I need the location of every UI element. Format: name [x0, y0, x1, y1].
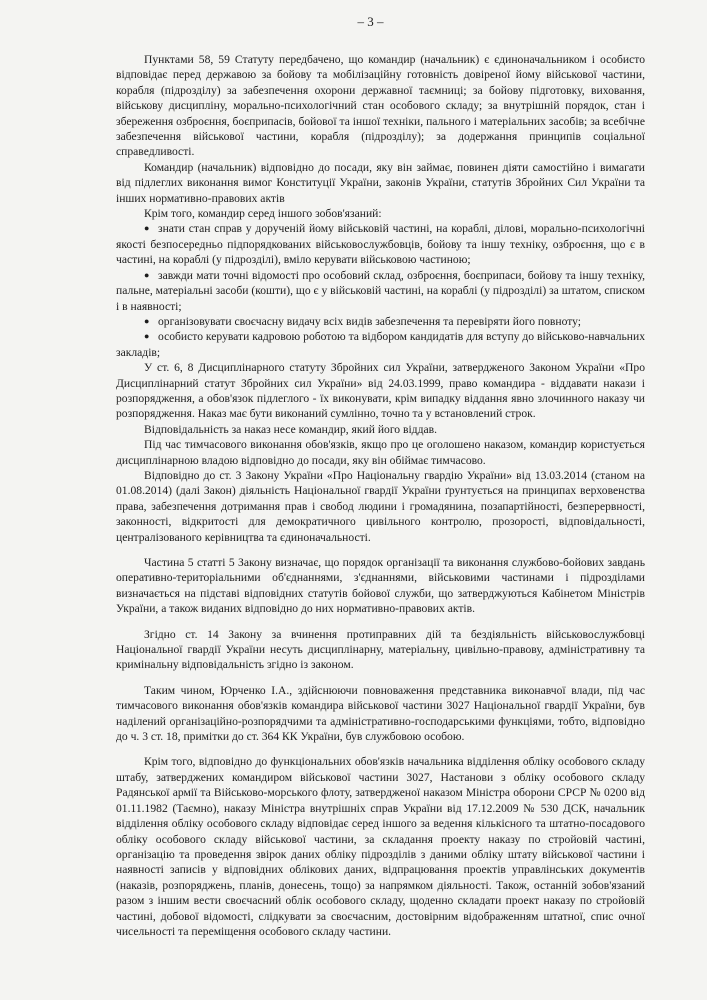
bullet-icon: ●	[144, 223, 150, 234]
paragraph-official-person: Таким чином, Юрченко І.А., здійснюючи повноваження представника виконавчої влади, під час тимчасового виконання обов'язків командира військової частини 3027 Національної гвардії України, був наділений організаційно-розпорядчими та адміністративно-господарськими функціями, тобто, відповідно до ч. 3 ст. 18, примітки до ст. 364 КК України, був службовою особою.	[116, 683, 645, 744]
bullet-icon: ●	[144, 269, 150, 280]
list-item: ● знати стан справ у дорученій йому військовій частині, на кораблі, ділові, морально-психологічні якості безпосередньо підпорядкованих військовослужбовців, бойову та іншу техніку, озброєння, що є в частині, на кораблі (у підрозділі), вміло керувати військовою частиною;	[116, 222, 645, 267]
list-item: ● особисто керувати кадровою роботою та відбором кандидатів для вступу до військово-навчальних закладів;	[116, 330, 645, 359]
page-number: – 3 –	[357, 14, 384, 29]
list-item: ● завжди мати точні відомості про особовий склад, озброєння, боєприпаси, бойову та іншу техніку, пальне, матеріальні засоби (кошти), що є у військовій частині, на кораблі (у підрозділі) за штатом, списком і в наявності;	[116, 268, 645, 313]
paragraph-obligations-intro: Крім того, командир серед іншого зобов'язаний:	[144, 207, 382, 221]
paragraph-order-responsibility: Відповідальність за наказ несе командир, який його віддав.	[144, 422, 437, 436]
paragraph-personnel-accounting: Крім того, відповідно до функціональних обов'язків начальника відділення обліку особового складу штабу, затверджених командиром військової частини 3027, Настанови з обліку особового складу Радянської армії та Військово-морського флоту, затвердженої наказом Міністра оборони СРСР № 0200 від 01.11.1982 (Таємно), наказу Міністра внутрішніх справ України від 17.12.2009 № 530 ДСК, начальник відділення обліку особового складу відповідає серед іншого за ведення кількісного та штатно-посадового обліку особового складу військової частини, за складання проекту наказу по стройовій частині, організацію та проведення звірок даних обліку підрозділів з даними обліку штату військової частини і наявності записів у відповідних облікових даних, відпрацювання проектів управлінських документів (наказів, розпоряджень, планів, донесень, тощо) за напрямком діяльності. Також, останній зобов'язаний разом з іншим вести своєчасний облік особового складу, щоденно складати проект наказу по стройовій частині, добової відомості, слідкувати за своєчасним, достовірним відображенням штатної, спис очної чисельності та переміщення особового складу частини.	[116, 755, 645, 938]
paragraph-article-5: Частина 5 статті 5 Закону визначає, що порядок організації та виконання службово-бойових завдань оперативно-територіальними об'єднаннями, з'єднаннями, військовими частинами і підрозділами визначається на підставі відповідних статутів бойової служби, що затверджуються Кабінетом Міністрів України, а також виданих відповідно до них нормативно-правових актів.	[116, 556, 645, 616]
bullet-icon: ●	[144, 331, 150, 342]
paragraph-temporary-duties: Під час тимчасового виконання обов'язків, якщо про це оголошено наказом, командир користується дисциплінарною владою відповідно до посади, яку він обіймає тимчасово.	[116, 438, 645, 467]
bullet-icon: ●	[144, 315, 150, 326]
paragraph-statute-58-59: Пунктами 58, 59 Статуту передбачено, що командир (начальник) є єдиноначальником і особисто відповідає перед державою за бойову та мобілізаційну готовність довіреної йому військової частини, корабля (підрозділу) за забезпечення охорони державної таємниці; за бойову підготовку, виховання, військову дисципліну, морально-психологічний стан особового складу; за внутрішній порядок, стан і збереження озброєння, боєприпасів, бойової та іншої техніки, пального і матеріальних засобів; за всебічне забезпечення військової частини, корабля (підрозділу); за додержання принципів соціальної справедливості.	[116, 53, 645, 159]
paragraph-article-14: Згідно ст. 14 Закону за вчинення протиправних дій та бездіяльність військовослужбовці Національної гвардії України несуть дисциплінарну, матеріальну, цивільно-правову, адміністративну та кримінальну відповідальність згідно із законом.	[116, 627, 645, 672]
paragraph-disciplinary-statute: У ст. 6, 8 Дисциплінарного статуту Збройних сил України, затвердженого Законом України «Про Дисциплінарний статут Збройних сил України» від 24.03.1999, право командира - віддавати накази і розпорядження, а обов'язок підлеглого - їх виконувати, крім випадку віддання явно злочинного наказу чи розпорядження. Наказ має бути виконаний сумлінно, точно та у встановлений строк.	[116, 361, 645, 421]
paragraph-commander-duties: Командир (начальник) відповідно до посади, яку він займає, повинен діяти самостійно і вимагати від підлеглих виконання вимог Конституції України, законів України, статутів Збройних Сил України та інших нормативно-правових актів	[116, 160, 645, 205]
obligations-list	[116, 221, 645, 360]
paragraph-national-guard-law: Відповідно до ст. 3 Закону України «Про Національну гвардію України» від 13.03.2014 (станом на 01.08.2014) (далі Закон) діяльність Національної гвардії України ґрунтується на принципах верховенства права, забезпечення дотримання прав і свобод людини і громадянина, позапартійності, безперервності, законності, відкритості для демократичного цивільного контролю, прозорості, відповідальності, централізованого керівництва та єдиноначальності.	[116, 468, 645, 544]
list-item: ● організовувати своєчасну видачу всіх видів забезпечення та перевіряти його повноту;	[144, 314, 582, 328]
